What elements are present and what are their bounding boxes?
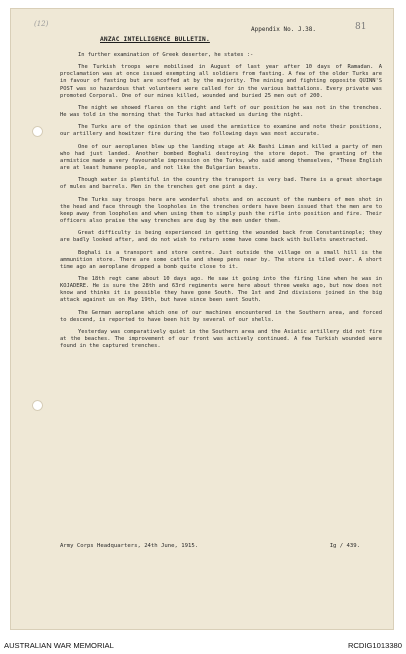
punch-hole bbox=[32, 400, 43, 411]
punch-hole bbox=[32, 126, 43, 137]
paragraph: The Turks are of the opinion that we used the armistice to examine and note their positions, our artillery and howitzer fire during the two following days was most accurate. bbox=[60, 124, 382, 138]
paragraph: The Turks say troops here are wonderful shots and on account of the numbers of men shot in the head and face through the loopholes in the trenches orders have been issued that the men are to keep away from loopholes and when using them to simply push the rifle into position and fire. Their officers also praise the way trenches are dug by the men under them. bbox=[60, 196, 382, 224]
paragraph: One of our aeroplanes blew up the landing stage at Ak Bashi Liman and killed a party of men who had just landed. Another bombed Boghali destroying the store depot. The granting of the armistice made a very favourable impression on the Turks, who said among themselves, "These English are at least humane people, and not like the Bulgarian beasts. bbox=[60, 143, 382, 171]
bulletin-title: ANZAC INTELLIGENCE BULLETIN. bbox=[100, 36, 210, 43]
margin-note: (12) bbox=[34, 20, 49, 28]
paragraph: The German aeroplane which one of our machines encountered in the Southern area, and forced to descend, is reported to have been hit by several of our shells. bbox=[60, 309, 382, 323]
paragraph: Yesterday was comparatively quiet in the Southern area and the Asiatic artillery did not fire at the beaches. The improvement of our front was actively continued. A few Turkish wounded were found in the captured trenches. bbox=[60, 328, 382, 350]
document-reference: Ig / 439. bbox=[329, 543, 360, 549]
paragraph: The night we showed flares on the right and left of our position he was not in the trenches. He was told in the morning that the Turks had attacked us during the night. bbox=[60, 104, 382, 119]
archive-institution: AUSTRALIAN WAR MEMORIAL bbox=[4, 640, 114, 650]
document-footer bbox=[60, 543, 360, 549]
headquarters-date: Army Corps Headquarters, 24th June, 1915. bbox=[60, 543, 199, 549]
bulletin-body bbox=[60, 52, 382, 355]
paragraph: Great difficulty is being experienced in getting the wounded back from Constantinople; they are badly looked after, and do not wish to return some have come back with bullets unextracted. bbox=[60, 230, 382, 244]
archive-caption bbox=[0, 636, 406, 654]
paragraph: Boghali is a transport and store centre. Just outside the village on a small hill is the ammunition store. There are some cattle and sheep pens near by. The store is tiled over. A short time ago an aeroplane dropped a bomb quite close to it. bbox=[60, 249, 382, 270]
paragraph: In further examination of Greek deserter, he states :- bbox=[78, 52, 254, 58]
appendix-label: Appendix No. J.38. bbox=[251, 26, 317, 33]
archive-reference: RCDIG1013380 bbox=[347, 640, 402, 650]
paragraph: The Turkish troops were mobilised in August of last year after 10 days of Ramadan. A proclamation was at once issued exempting all soldiers from fasting. A few of the older Turks are in favour of fasting but are scoffed at by the majority. The mining and fighting opposite QUINN'S POST was so hazardous that volunteers were called for in the various battalions. Every private was promoted Corporal. One of our mines killed, wounded and buried 25 men out of 200. bbox=[60, 64, 382, 99]
folio-number: 81 bbox=[355, 22, 367, 32]
paragraph: The 18th regt came about 10 days ago. He saw it going into the firing line when he was in KOJADERE. He is sure the 28th and 63rd regiments were here about three weeks ago, but now does not know and thinks it is possible they have gone South. The 1st and 2nd divisions joined in the big attack against us on May 19th, but have since been sent South. bbox=[60, 276, 382, 304]
paragraph: Though water is plentiful in the country the transport is very bad. There is a great shortage of mules and barrels. Men in the trenches get one pint a day. bbox=[60, 177, 382, 191]
